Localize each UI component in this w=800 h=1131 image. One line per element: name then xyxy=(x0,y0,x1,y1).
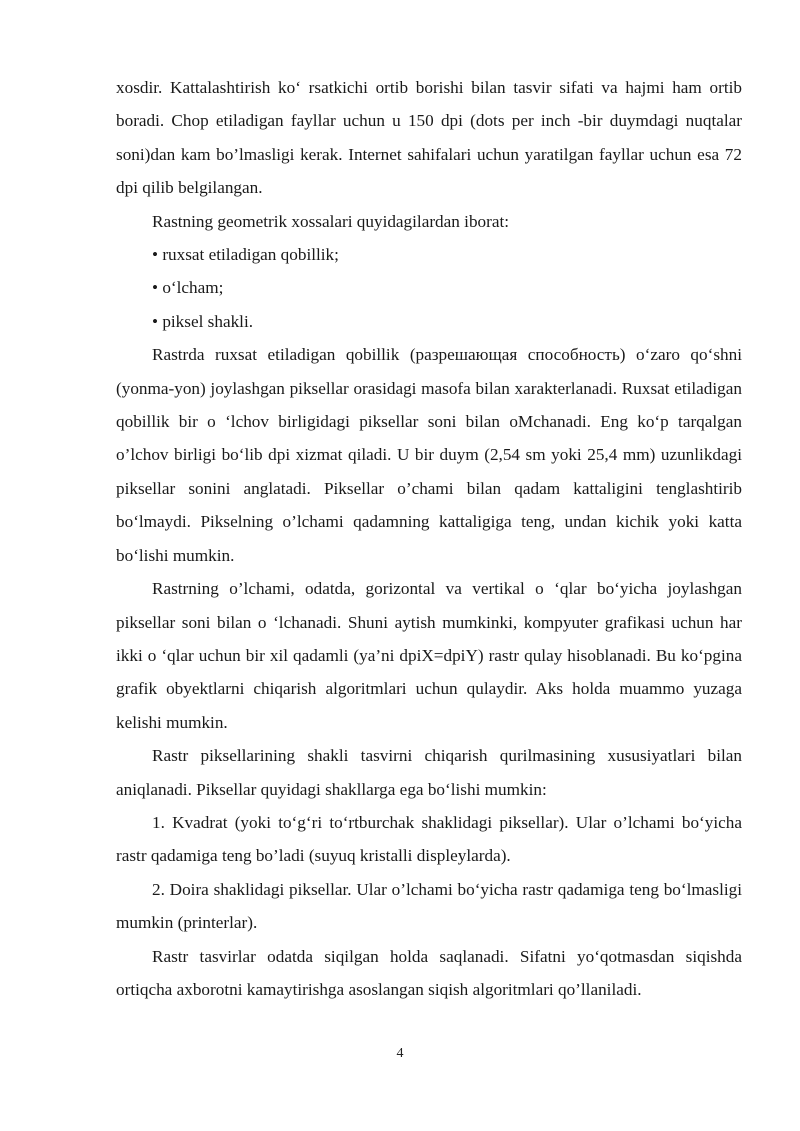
page-number: 4 xyxy=(396,1046,404,1061)
paragraph-circle-pixels: 2. Doira shaklidagi piksellar. Ular o’lchami bo‘yicha rastr qadamiga teng bo‘lmasligi mumkin (printerlar). xyxy=(116,879,742,933)
bullet-item-pixel-shape: • piksel shakli. xyxy=(152,311,254,331)
paragraph-square-pixels: 1. Kvadrat (yoki to‘g‘ri to‘rtburchak shaklidagi piksellar). Ular o’lchami bo‘yicha rastr qadamiga teng bo’ladi (suyuq kristalli displeylarda). xyxy=(116,812,742,866)
document-body xyxy=(116,71,742,1006)
bullet-item-size: • o‘lcham; xyxy=(152,278,224,298)
bullet-item-resolution: • ruxsat etiladigan qobillik; xyxy=(152,245,339,265)
paragraph-geometric-properties: Rastning geometrik xossalari quyidagilardan iborat: xyxy=(152,211,510,231)
paragraph-resolution-intro: xosdir. Kattalashtirish ko‘ rsatkichi ortib borishi bilan tasvir sifati va hajmi ham ortib boradi. Chop etiladigan fayllar uchun u 150 dpi (dots per inch -bir duymdagi nuqtalar soni)dan kam bo’lmasligi kerak. Internet sahifalari uchun yaratilgan fayllar uchun esa 72 dpi qilib belgilangan. xyxy=(116,78,742,198)
paragraph-raster-size: Rastrning o’lchami, odatda, gorizontal va vertikal o ‘qlar bo‘yicha joylashgan piksellar soni bilan o ‘lchanadi. Shuni aytish mumkinki, kompyuter grafikasi uchun har ikki o ‘qlar uchun bir xil qadamli (ya’ni dpiX=dpiY) rastr qulay hisoblanadi. Bu ko‘pgina grafik obyektlarni chiqarish algoritmlari uchun qulaydir. Aks holda muammo yuzaga kelishi mumkin. xyxy=(116,579,742,732)
paragraph-compression: Rastr tasvirlar odatda siqilgan holda saqlanadi. Sifatni yo‘qotmasdan siqishda ortiqcha axborotni kamaytirishga asoslangan siqish algoritmlari qo’llaniladi. xyxy=(116,946,742,999)
paragraph-pixel-shape: Rastr piksellarining shakli tasvirni chiqarish qurilmasining xususiyatlari bilan aniqlanadi. Piksellar quyidagi shakllarga ega bo‘lishi mumkin: xyxy=(116,746,742,799)
paragraph-resolution-definition: Rastrda ruxsat etiladigan qobillik (разрешающая способность) o‘zaro qo‘shni (yonma-yon) joylashgan piksellar orasidagi masofa bilan xarakterlanadi. Ruxsat etiladigan qobillik bir o ‘lchov birligidagi piksellar soni bilan oMchanadi. Eng ko‘p tarqalgan o’lchov birligi bo‘lib dpi xizmat qiladi. U bir duym (2,54 sm yoki 25,4 mm) uzunlikdagi piksellar sonini anglatadi. Piksellar o’chami bilan qadam kattaligini tenglashtirib bo‘lmaydi. Pikselning o’lchami qadamning kattaligiga teng, undan kichik yoki katta bo‘lishi mumkin. xyxy=(116,345,742,565)
